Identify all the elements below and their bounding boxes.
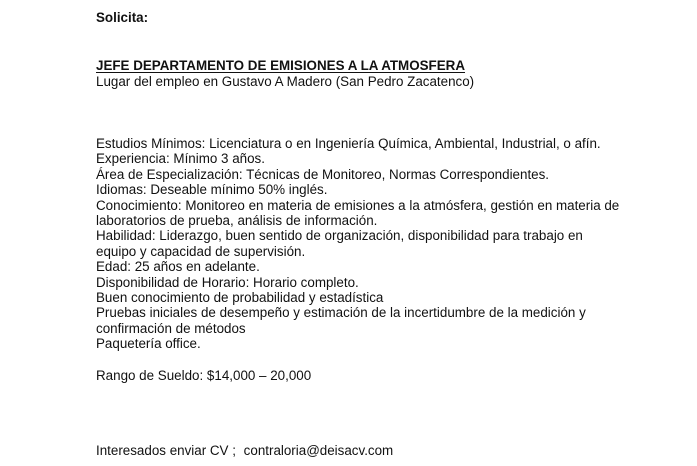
job-location: Lugar del empleo en Gustavo A Madero (San Pedro Zacatenco): [96, 74, 475, 89]
requirement-line: Pruebas iniciales de desempeño y estimación de la incertidumbre de la medición y: [96, 305, 586, 321]
requirement-line: Buen conocimiento de probabilidad y estadística: [96, 290, 384, 306]
requirement-line: Estudios Mínimos: Licenciatura o en Ingeniería Química, Ambiental, Industrial, o afín.: [96, 136, 601, 151]
contact-line: [96, 443, 393, 458]
contact-label: Interesados enviar CV ;: [96, 443, 236, 458]
requirement-line: laboratorios de prueba, análisis de información.: [96, 213, 378, 229]
contact-email[interactable]: contraloria@deisacv.com: [243, 443, 394, 458]
requirement-line: equipo y capacidad de supervisión.: [96, 243, 306, 259]
requirement-line: Habilidad: Liderazgo, buen sentido de organización, disponibilidad para trabajo en: [96, 228, 583, 244]
requirement-line: Disponibilidad de Horario: Horario completo.: [96, 274, 359, 290]
requirement-line: Experiencia: Mínimo 3 años.: [96, 151, 265, 167]
job-title: JEFE DEPARTAMENTO DE EMISIONES A LA ATMOSFERA: [96, 58, 466, 73]
requirement-line: confirmación de métodos: [96, 320, 246, 336]
requirement-line: Conocimiento: Monitoreo en materia de emisiones a la atmósfera, gestión en materia de: [96, 197, 620, 213]
requirement-line: Área de Especialización: Técnicas de Monitoreo, Normas Correspondientes.: [96, 166, 550, 182]
requirement-line: Edad: 25 años en adelante.: [96, 259, 260, 275]
salary-range: Rango de Sueldo: $14,000 – 20,000: [96, 368, 312, 383]
requirement-line: Idiomas: Deseable mínimo 50% inglés.: [96, 182, 328, 198]
requirements-list: [96, 136, 696, 352]
heading-solicita: Solicita:: [96, 10, 149, 25]
requirement-line: Paquetería office.: [96, 336, 201, 352]
